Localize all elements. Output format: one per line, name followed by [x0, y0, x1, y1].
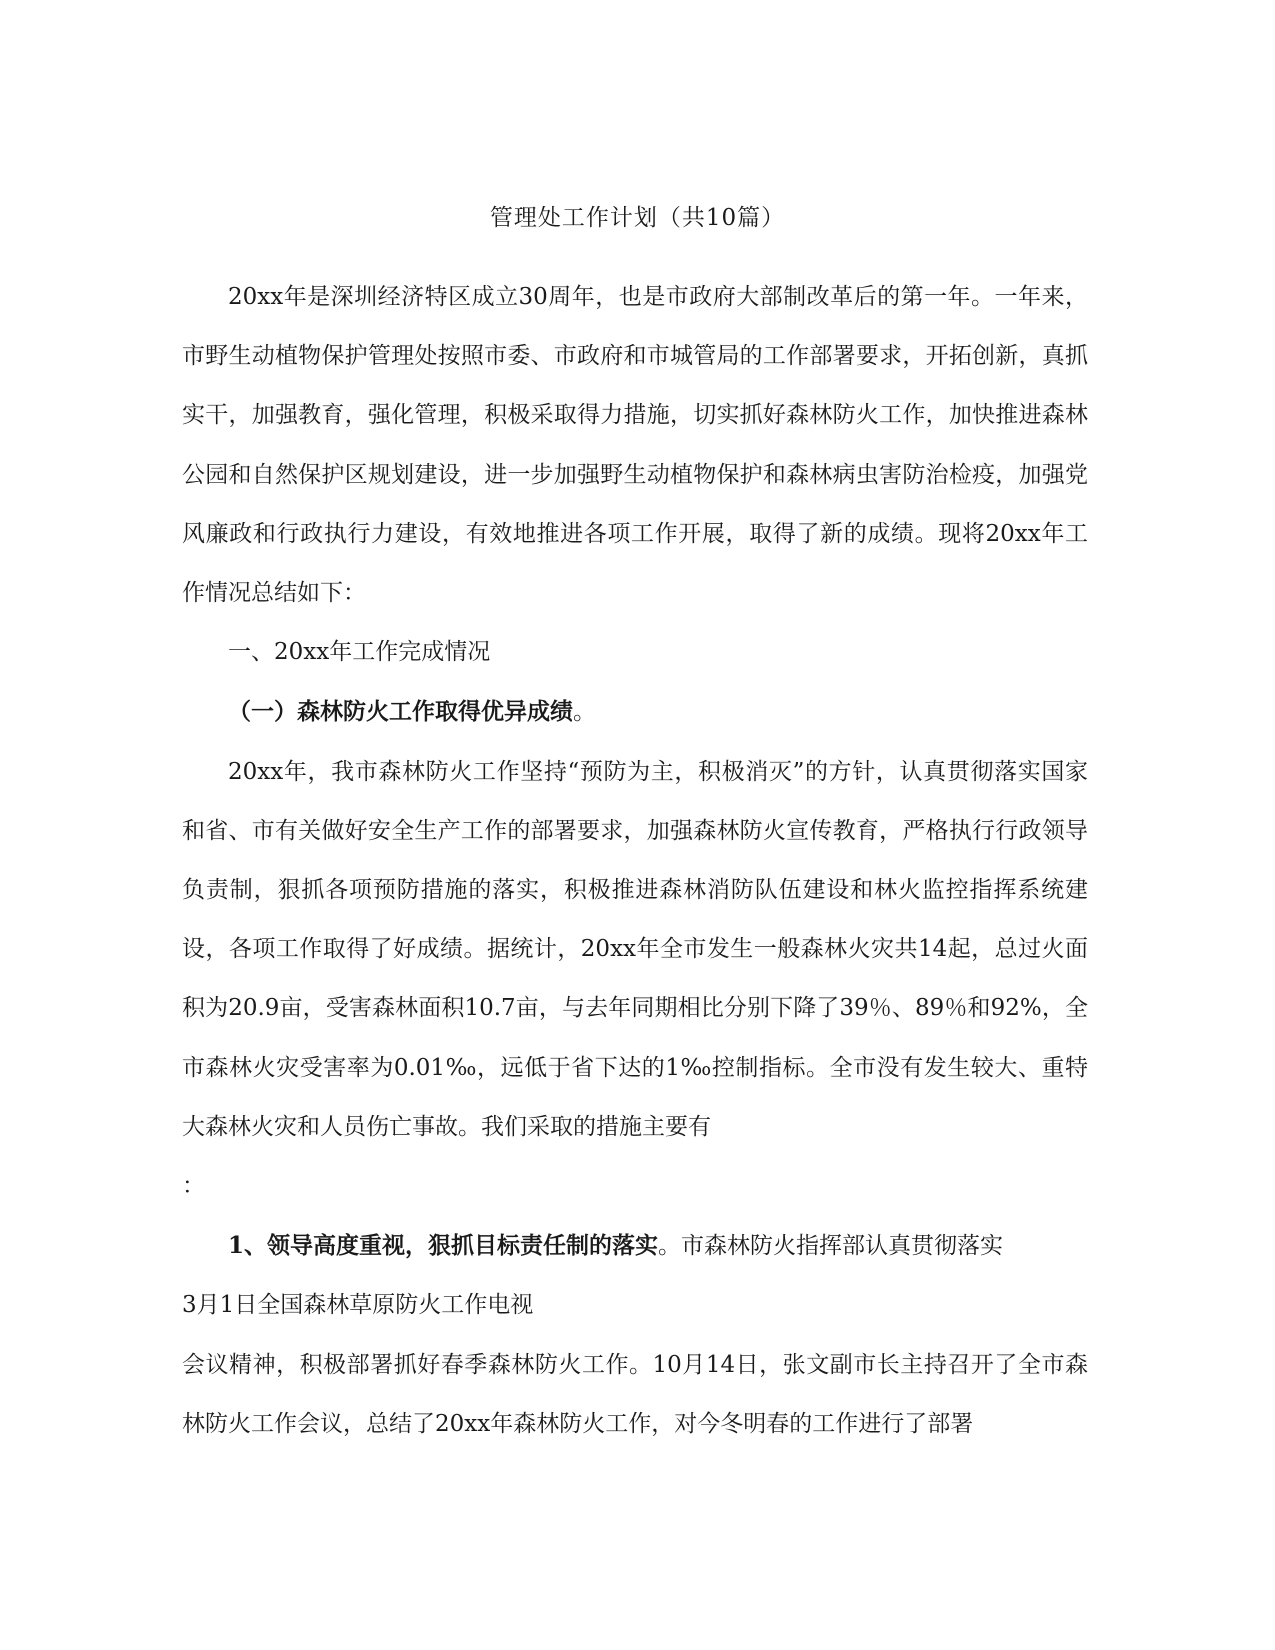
document-body [182, 268, 1088, 1454]
point-one-continuation: 会议精神，积极部署抓好春季森林防火工作。10月14日，张文副市长主持召开了全市森林防火工作会议，总结了20xx年森林防火工作，对今冬明春的工作进行了部署 [182, 1351, 1088, 1437]
subsection-heading-line [182, 682, 1088, 742]
subsection-heading: （一）森林防火工作取得优异成绩 [228, 698, 573, 726]
point-one-heading: 1、领导高度重视，狠抓目标责任制的落实 [228, 1232, 659, 1260]
point-one-line-2: 3月1日全国森林草原防火工作电视 [182, 1292, 534, 1319]
fire-prevention-paragraph: 20xx年，我市森林防火工作坚持“预防为主，积极消灭”的方针，认真贯彻落实国家和省、市有关做好安全生产工作的部署要求，加强森林防火宣传教育，严格执行行政领导负责制，狠抓各项预防措施的落实，积极推进森林消防队伍建设和林火监控指挥系统建设，各项工作取得了好成绩。据统计，20xx年全市发生一般森林火灾共14起，总过火面积为20.9亩，受害森林面积10.7亩，与去年同期相比分别下降了39％、89％和92%，全市森林火灾受害率为0.01‰，远低于省下达的1‰控制指标。全市没有发生较大、重特大森林火灾和人员伤亡事故。我们采取的措施主要有 [182, 758, 1088, 1140]
point-one-line [182, 1216, 1088, 1276]
subsection-heading-tail: 。 [573, 699, 596, 726]
intro-paragraph: 20xx年是深圳经济特区成立30周年，也是市政府大部制改革后的第一年。一年来，市野生动植物保护管理处按照市委、市政府和市城管局的工作部署要求，开拓创新，真抓实干，加强教育，强化管理，积极采取得力措施，切实抓好森林防火工作，加快推进森林公园和自然保护区规划建设，进一步加强野生动植物保护和森林病虫害防治检疫，加强党风廉政和行政执行力建设，有效地推进各项工作开展，取得了新的成绩。现将20xx年工作情况总结如下： [182, 284, 1088, 607]
section-heading: 一、20xx年工作完成情况 [228, 639, 491, 666]
point-one-text: 。市森林防火指挥部认真贯彻落实 [658, 1233, 1004, 1260]
document-title: 管理处工作计划（共10篇） [489, 205, 786, 231]
paragraph-tail: ： [182, 1173, 205, 1200]
